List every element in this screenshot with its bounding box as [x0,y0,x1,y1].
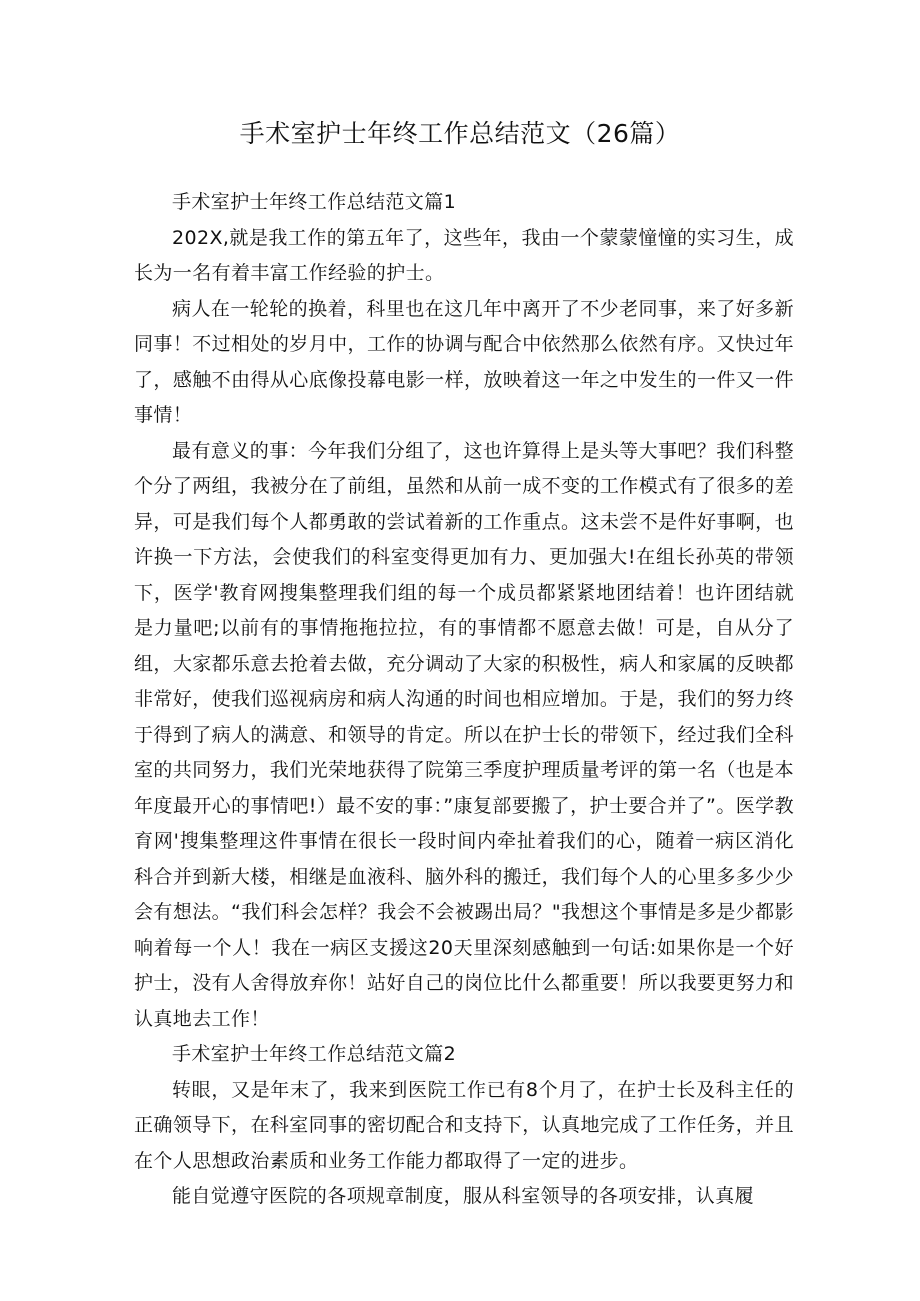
document-body [134,185,794,1215]
section-heading-2: 手术室护士年终工作总结范文篇2 [172,1043,457,1065]
paragraph: 病人在一轮轮的换着，科里也在这几年中离开了不少老同事，来了好多新同事！不过相处的岁月中，工作的协调与配合中依然那么依然有序。又快过年了，感触不由得从心底像投幕电影一样，放映着这一年之中发生的一件又一件事情！ [134,297,794,426]
paragraph: 能自觉遵守医院的各项规章制度，服从科室领导的各项安排，认真履 [172,1185,755,1207]
paragraph: 转眼，又是年末了，我来到医院工作已有8个月了，在护士长及科主任的正确领导下，在科室同事的密切配合和支持下，认真地完成了工作任务，并且在个人思想政治素质和业务工作能力都取得了一定的进步。 [134,1078,794,1172]
paragraph: 最有意义的事：今年我们分组了，这也许算得上是头等大事吧？我们科整个分了两组，我被分在了前组，虽然和从前一成不变的工作模式有了很多的差异，可是我们每个人都勇敢的尝试着新的工作重点。这未尝不是件好事啊，也许换一下方法，会使我们的科室变得更加有力、更加强大!在组长孙英的带领下，医学'教育网搜集整理我们组的每一个成员都紧紧地团结着！也许团结就是力量吧;以前有的事情拖拖拉拉，有的事情都不愿意去做！可是，自从分了组，大家都乐意去抢着去做，充分调动了大家的积极性，病人和家属的反映都非常好，使我们巡视病房和病人沟通的时间也相应增加。于是，我们的努力终于得到了病人的满意、和领导的肯定。所以在护士长的带领下，经过我们全科室的共同努力，我们光荣地获得了院第三季度护理质量考评的第一名（也是本年度最开心的事情吧!）最不安的事：”康复部要搬了，护士要合并了”。医学教育网'搜集整理这件事情在很长一段时间内牵扯着我们的心，随着一病区消化科合并到新大楼，相继是血液科、脑外科的搬迁，我们每个人的心里多多少少会有想法。“我们科会怎样？我会不会被踢出局？"我想这个事情是多是少都影响着每一个人！我在一病区支援这20天里深刻感触到一句话:如果你是一个好护士，没有人舍得放弃你！站好自己的岗位比什么都重要！所以我要更努力和认真地去工作！ [134,439,794,1030]
paragraph: 202X,就是我工作的第五年了，这些年，我由一个蒙蒙憧憧的实习生，成长为一名有着丰富工作经验的护士。 [134,226,794,284]
section-heading-1: 手术室护士年终工作总结范文篇1 [172,191,457,213]
document-title: 手术室护士年终工作总结范文（26篇） [239,119,681,148]
